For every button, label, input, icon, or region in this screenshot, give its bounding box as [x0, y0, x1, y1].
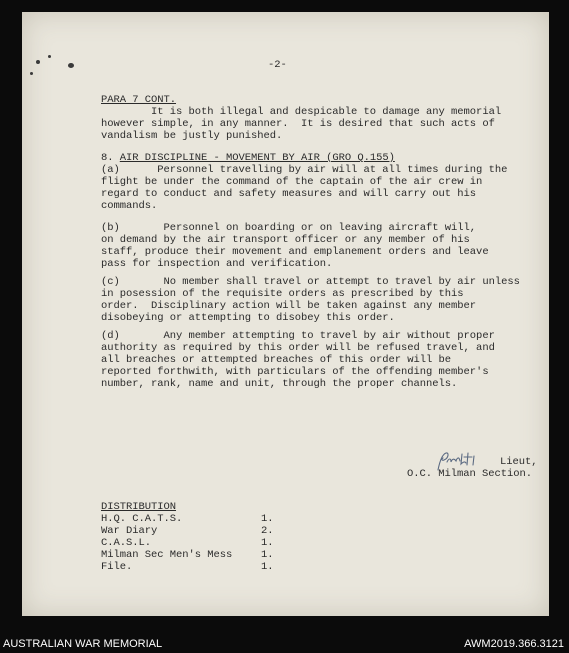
signatory-title: O.C. Milman Section. — [407, 468, 533, 480]
text-line: on demand by the air transport officer or any member of his — [101, 234, 470, 247]
paragraph-d — [101, 330, 495, 390]
signatory-rank: Lieut, — [500, 456, 538, 468]
text-line: all breaches or attempted breaches of this order will be — [101, 354, 452, 367]
text-line: in posession of the requisite orders as prescribed by this — [101, 288, 464, 301]
archive-footer — [0, 636, 569, 653]
distribution-copies: 2. — [261, 525, 274, 537]
distribution-recipient: H.Q. C.A.T.S. — [101, 513, 183, 525]
page-number: -2- — [268, 59, 287, 71]
text-line: It is both illegal and despicable to damage any memorial — [101, 106, 502, 118]
distribution-recipient: War Diary — [101, 525, 158, 537]
text-line: disobeying or attempting to disobey this order. — [101, 312, 395, 325]
footer-catalog-id: AWM2019.366.3121 — [464, 638, 564, 650]
para7-body — [101, 106, 501, 142]
text-line: regard to conduct and safety measures and will carry out his — [101, 188, 477, 201]
text-line: vandalism be justly punished. — [101, 130, 283, 143]
section8-number: 8. — [101, 152, 114, 164]
distribution-copies: 1. — [261, 561, 274, 573]
paragraph-a — [101, 164, 507, 212]
text-line: number, rank, name and unit, through the proper channels. — [101, 378, 458, 391]
text-line: commands. — [101, 200, 158, 213]
para7-heading: PARA 7 CONT. — [101, 94, 177, 106]
text-line: (a) Personnel travelling by air will at all times during the — [101, 164, 508, 176]
paragraph-c — [101, 276, 520, 324]
text-line: (b) Personnel on boarding or on leaving aircraft will, — [101, 222, 477, 234]
distribution-copies: 1. — [261, 549, 274, 561]
distribution-copies: 1. — [261, 537, 274, 549]
punch-mark — [48, 55, 51, 58]
text-line: however simple, in any manner. It is desired that such acts of — [101, 118, 495, 131]
distribution-recipient: Milman Sec Men's Mess — [101, 549, 233, 561]
distribution-copies: 1. — [261, 513, 274, 525]
text-line: order. Disciplinary action will be taken against any member — [101, 300, 477, 313]
document-page — [22, 12, 549, 616]
distribution-recipient: C.A.S.L. — [101, 537, 152, 549]
text-line: flight be under the command of the captain of the air crew in — [101, 176, 483, 189]
text-line: pass for inspection and verification. — [101, 258, 333, 271]
text-line: staff, produce their movement and emplanement orders and leave — [101, 246, 489, 259]
text-line: authority as required by this order will be refused travel, and — [101, 342, 495, 355]
text-line: (d) Any member attempting to travel by air without proper — [101, 330, 495, 342]
distribution-heading: DISTRIBUTION — [101, 501, 177, 513]
section8-heading — [101, 152, 395, 164]
punch-mark — [30, 72, 33, 75]
footer-institution: AUSTRALIAN WAR MEMORIAL — [3, 638, 163, 650]
text-line: (c) No member shall travel or attempt to travel by air unless — [101, 276, 520, 288]
punch-mark — [68, 63, 74, 68]
distribution-recipient: File. — [101, 561, 133, 573]
punch-mark — [36, 60, 40, 64]
paragraph-b — [101, 222, 489, 270]
section8-title: AIR DISCIPLINE - MOVEMENT BY AIR (GRO Q.155) — [119, 152, 395, 164]
text-line: reported forthwith, with particulars of the offending member's — [101, 366, 489, 379]
